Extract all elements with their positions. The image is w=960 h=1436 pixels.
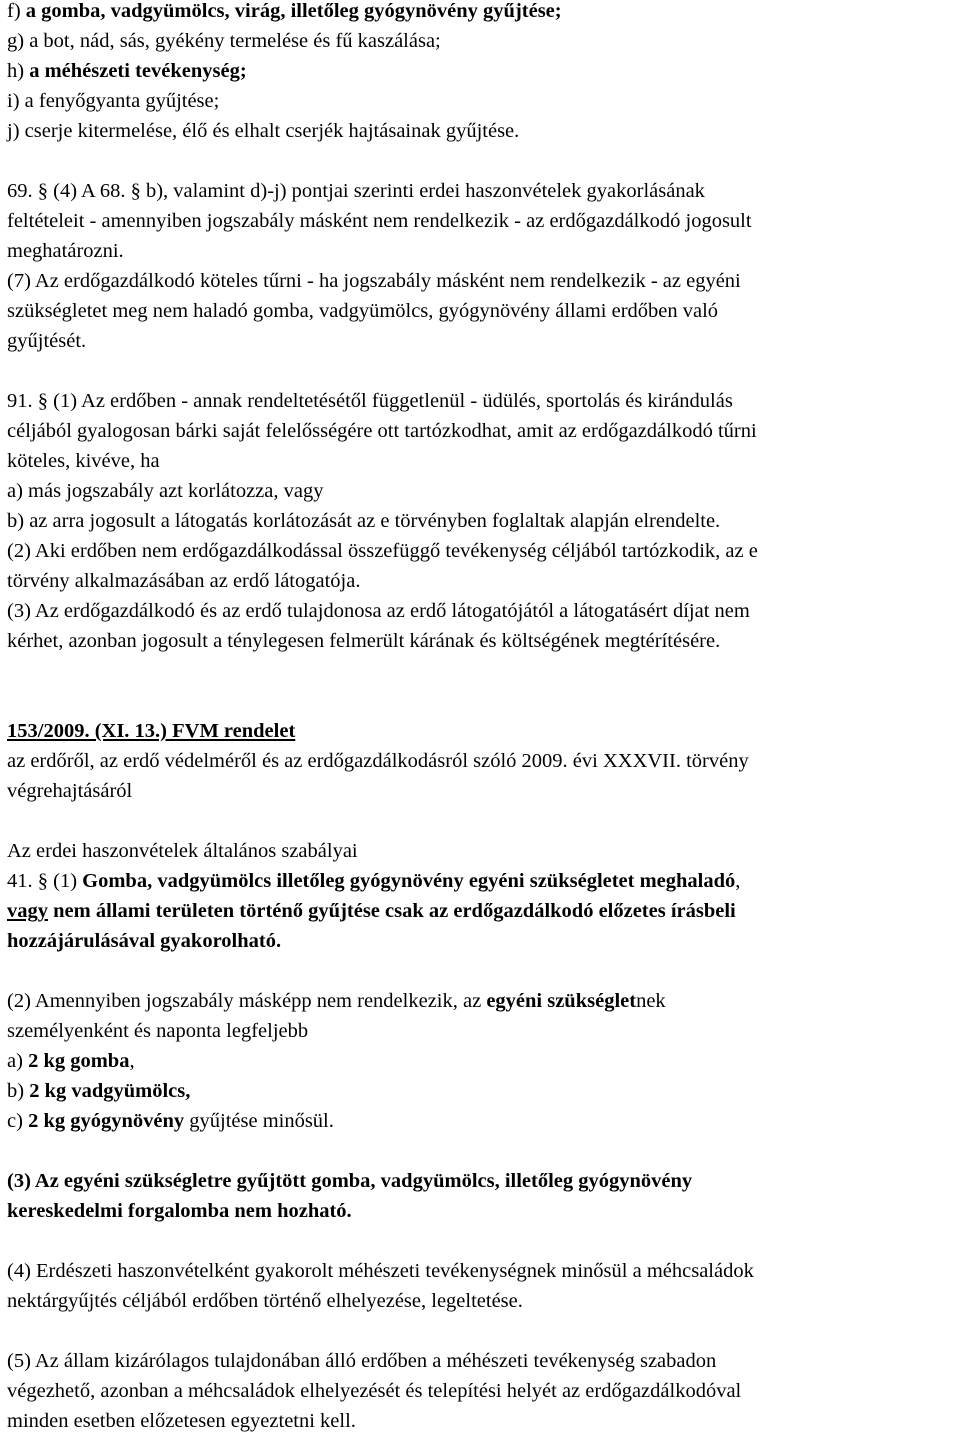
paragraph-line: 69. § (4) A 68. § b), valamint d)-j) pontjai szerinti erdei haszonvételek gyakorlásának bbox=[7, 180, 705, 202]
paragraph-line: minden esetben előzetesen egyeztetni kell. bbox=[7, 1410, 356, 1432]
decree-title: 153/2009. (XI. 13.) FVM rendelet bbox=[7, 720, 296, 742]
paragraph-line: személyenként és naponta legfeljebb bbox=[7, 1020, 309, 1042]
section-69 bbox=[7, 176, 957, 356]
list-item-j: j) cserje kitermelése, élő és elhalt cserjék hajtásainak gyűjtése. bbox=[7, 120, 520, 142]
paragraph-line: kérhet, azonban jogosult a ténylegesen felmerült kárának és költségének megtérítésére. bbox=[7, 630, 721, 652]
paragraph-line: végezhető, azonban a méhcsaládok elhelyezését és telepítési helyét az erdőgazdálkodóval bbox=[7, 1380, 742, 1402]
paragraph-line: feltételeit - amennyiben jogszabály másként nem rendelkezik - az erdőgazdálkodó jogosult bbox=[7, 210, 752, 232]
list-item-b: b) 2 kg vadgyümölcs, bbox=[7, 1080, 191, 1102]
section-41 bbox=[7, 866, 957, 1436]
paragraph-line: köteles, kivéve, ha bbox=[7, 450, 160, 472]
paragraph-line: meghatározni. bbox=[7, 240, 124, 262]
paragraph-line: (4) Erdészeti haszonvételként gyakorolt méhészeti tevékenységnek minősül a méhcsaládok bbox=[7, 1260, 754, 1282]
list-block-68 bbox=[7, 0, 957, 146]
section-91 bbox=[7, 386, 957, 656]
paragraph-line: kereskedelmi forgalomba nem hozható. bbox=[7, 1200, 352, 1222]
decree-subtitle-line: végrehajtásáról bbox=[7, 780, 133, 802]
paragraph-line: céljából gyalogosan bárki saját felelősségére ott tartózkodhat, amit az erdőgazdálkodó tűrni bbox=[7, 420, 757, 442]
paragraph-line: szükségletet meg nem haladó gomba, vadgyümölcs, gyógynövény állami erdőben való bbox=[7, 300, 719, 322]
paragraph-line: (3) Az egyéni szükségletre gyűjtött gomba, vadgyümölcs, illetőleg gyógynövény bbox=[7, 1170, 693, 1192]
paragraph-line: 91. § (1) Az erdőben - annak rendeltetésétől függetlenül - üdülés, sportolás és kirándulás bbox=[7, 390, 733, 412]
paragraph-line: gyűjtését. bbox=[7, 330, 87, 352]
paragraph-line: 41. § (1) Gomba, vadgyümölcs illetőleg gyógynövény egyéni szükségletet meghaladó, bbox=[7, 870, 741, 892]
document-page bbox=[7, 0, 957, 1436]
decree-subtitle-line: az erdőről, az erdő védelméről és az erdőgazdálkodásról szóló 2009. évi XXXVII. törvény bbox=[7, 750, 749, 772]
paragraph-line: nektárgyűjtés céljából erdőben történő elhelyezése, legeltetése. bbox=[7, 1290, 523, 1312]
list-item-g: g) a bot, nád, sás, gyékény termelése és fű kaszálása; bbox=[7, 30, 441, 52]
paragraph-line: (2) Amennyiben jogszabály másképp nem rendelkezik, az egyéni szükségletnek bbox=[7, 990, 666, 1012]
section-heading: Az erdei haszonvételek általános szabályai bbox=[7, 840, 358, 862]
list-item-h: h) a méhészeti tevékenység; bbox=[7, 60, 247, 82]
paragraph-line: (5) Az állam kizárólagos tulajdonában álló erdőben a méhészeti tevékenység szabadon bbox=[7, 1350, 717, 1372]
list-item-f: f) a gomba, vadgyümölcs, virág, illetőleg gyógynövény gyűjtése; bbox=[7, 0, 562, 22]
list-item-i: i) a fenyőgyanta gyűjtése; bbox=[7, 90, 220, 112]
list-item-a: a) 2 kg gomba, bbox=[7, 1050, 135, 1072]
paragraph-line: vagy nem állami területen történő gyűjtése csak az erdőgazdálkodó előzetes írásbeli bbox=[7, 900, 736, 922]
paragraph-line: (3) Az erdőgazdálkodó és az erdő tulajdonosa az erdő látogatójától a látogatásért díjat nem bbox=[7, 600, 750, 622]
list-item-c: c) 2 kg gyógynövény gyűjtése minősül. bbox=[7, 1110, 334, 1132]
paragraph-line: hozzájárulásával gyakorolható. bbox=[7, 930, 282, 952]
decree-header bbox=[7, 716, 957, 806]
paragraph-line: b) az arra jogosult a látogatás korlátozását az e törvényben foglaltak alapján elrendelte. bbox=[7, 510, 721, 532]
paragraph-line: törvény alkalmazásában az erdő látogatója. bbox=[7, 570, 361, 592]
paragraph-line: (2) Aki erdőben nem erdőgazdálkodással összefüggő tevékenység céljából tartózkodik, az e bbox=[7, 540, 758, 562]
paragraph-line: a) más jogszabály azt korlátozza, vagy bbox=[7, 480, 324, 502]
paragraph-line: (7) Az erdőgazdálkodó köteles tűrni - ha jogszabály másként nem rendelkezik - az egyéni bbox=[7, 270, 741, 292]
